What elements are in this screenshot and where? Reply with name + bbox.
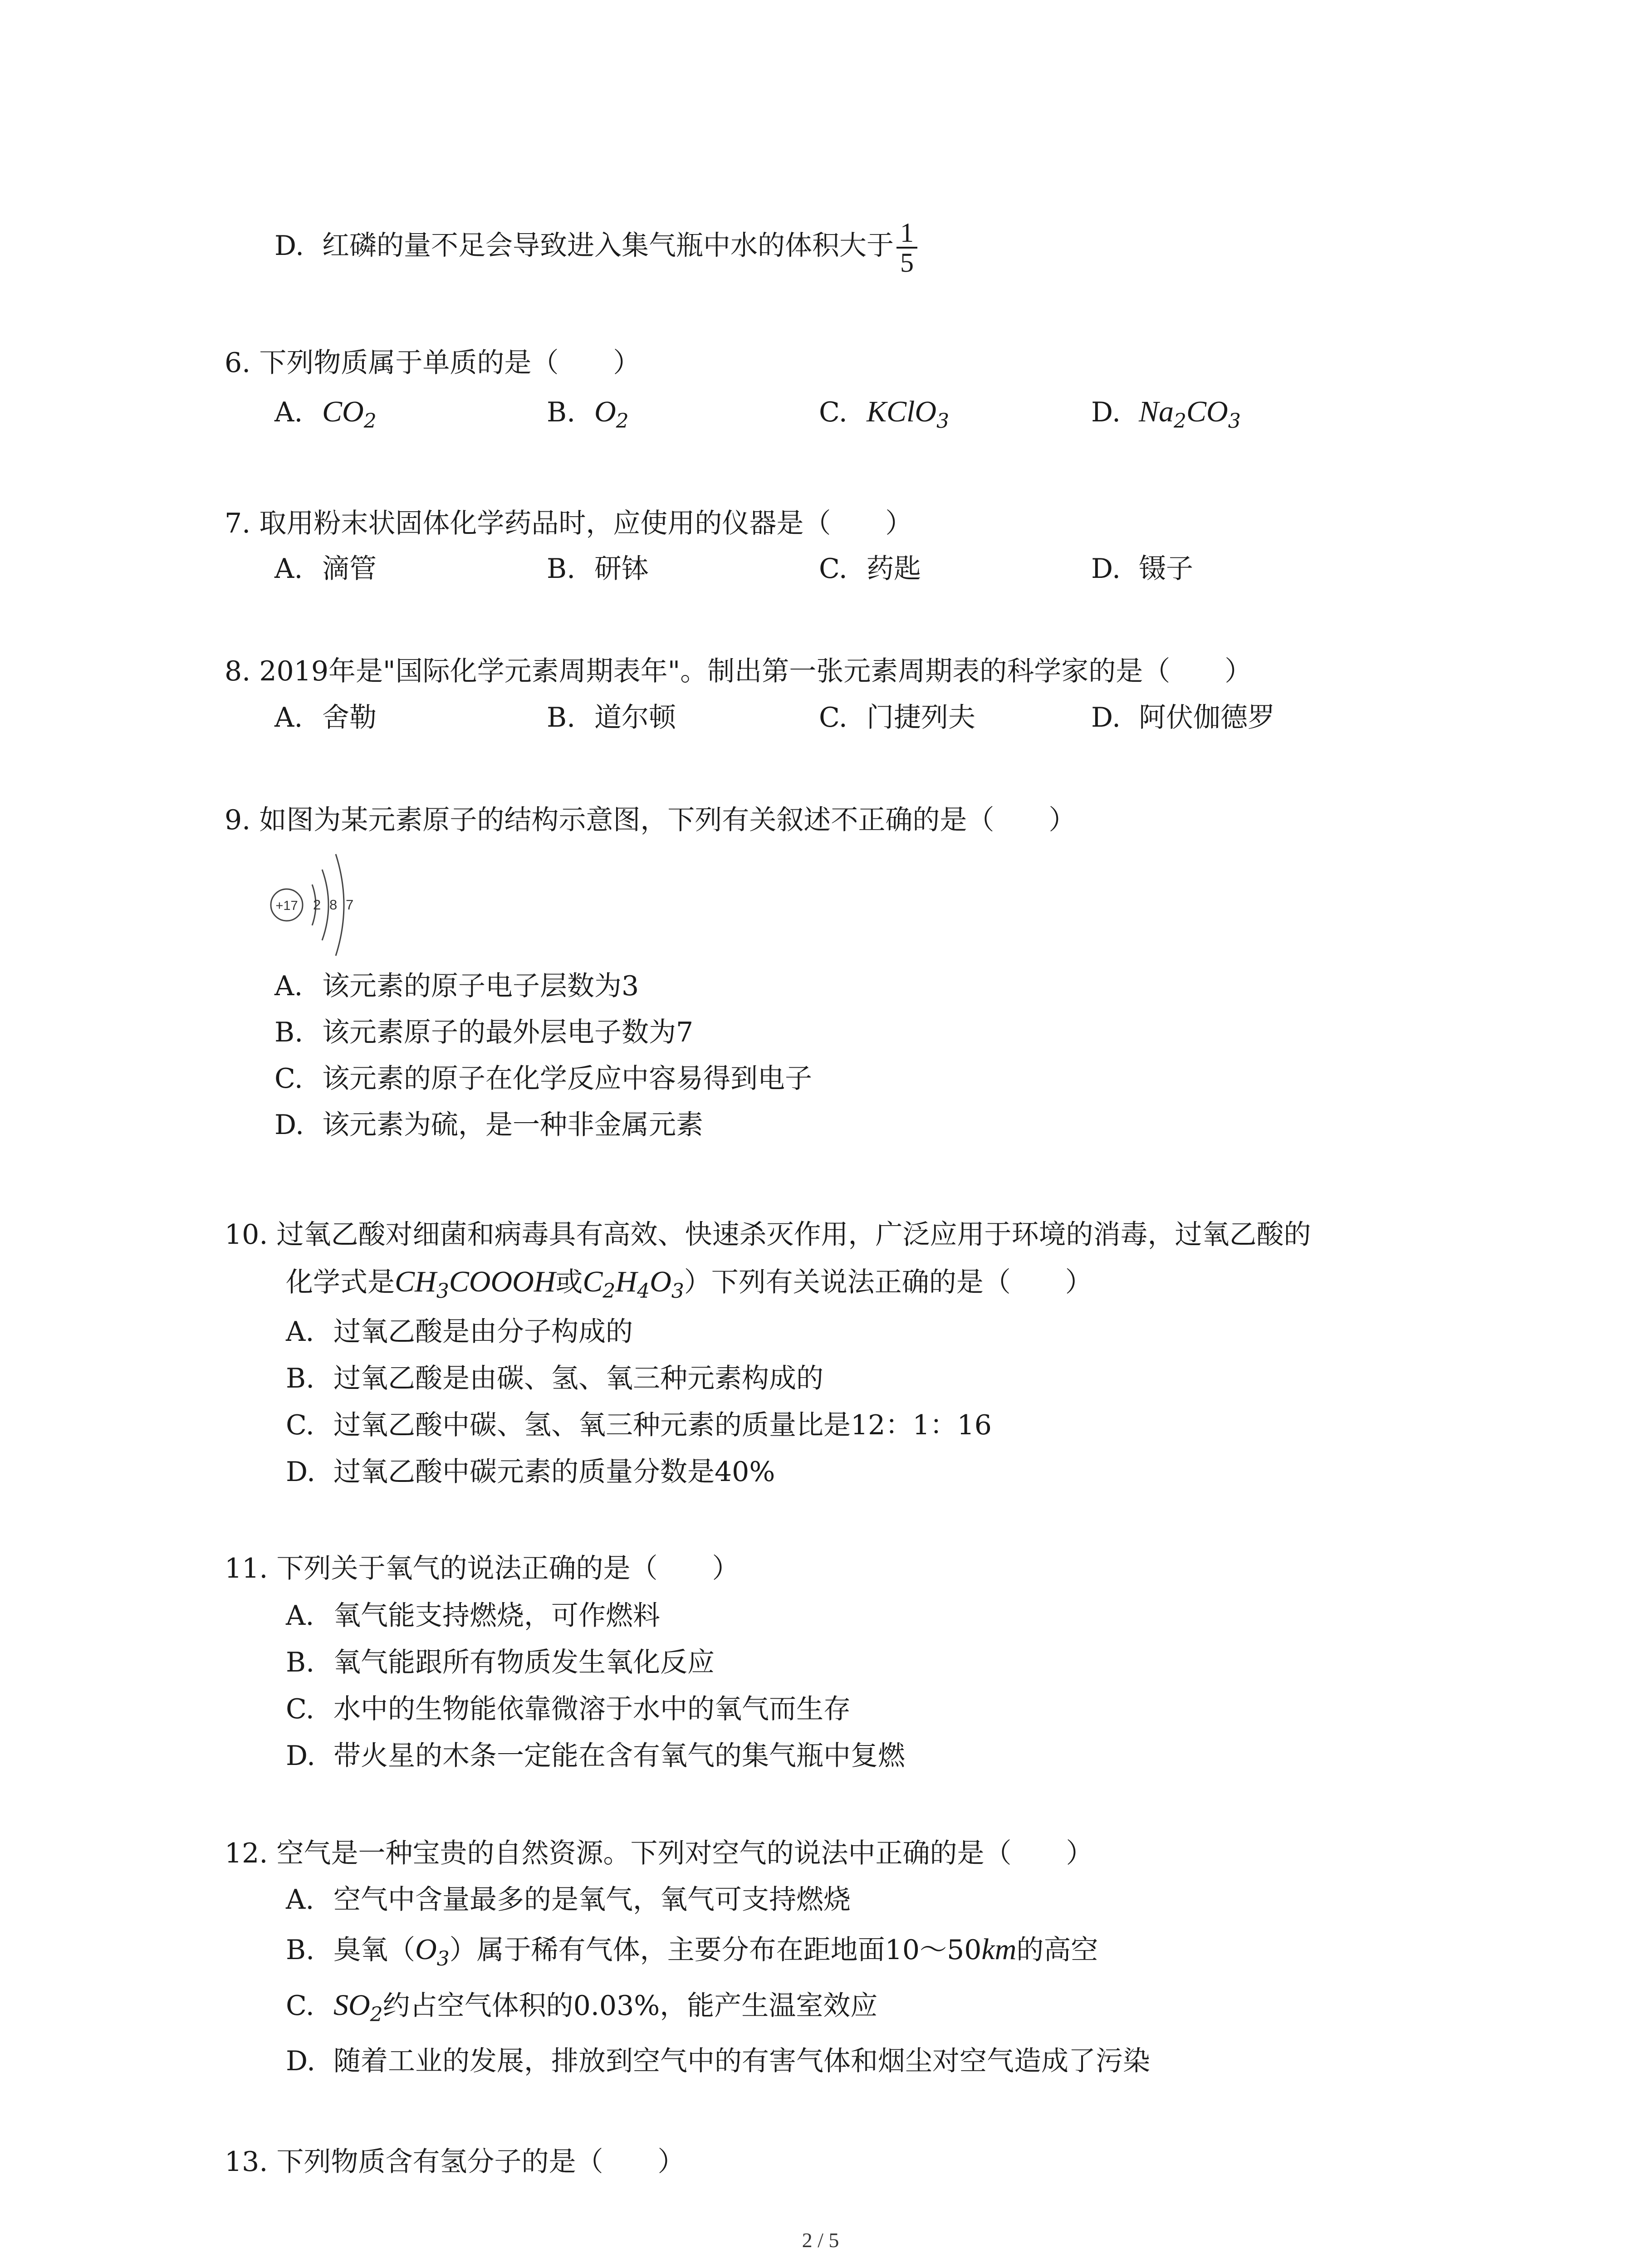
q9-option-a: A. 该元素的原子电子层数为3: [274, 970, 639, 1002]
q9-option-d: D. 该元素为硫，是一种非金属元素: [274, 1109, 703, 1141]
shell-3-electrons: 7: [346, 897, 354, 913]
question-8-stem: 8. 2019年是"国际化学元素周期表年"。制出第一张元素周期表的科学家的是（ ）: [225, 655, 1252, 687]
question-6-stem: 6. 下列物质属于单质的是（ ）: [225, 347, 641, 379]
q7-option-c: C. 药匙: [819, 553, 921, 585]
q11-option-c: C. 水中的生物能依靠微溶于水中的氧气而生存: [286, 1693, 851, 1725]
q10-option-a: A. 过氧乙酸是由分子构成的: [286, 1316, 633, 1348]
q10-option-c: C. 过氧乙酸中碳、氢、氧三种元素的质量比是12：1：16: [286, 1409, 992, 1441]
nucleus-charge: +17: [275, 899, 298, 913]
shell-2-electrons: 8: [329, 897, 338, 913]
q11-option-b: B. 氧气能跟所有物质发生氧化反应: [286, 1647, 715, 1678]
question-11-stem: 11. 下列关于氧气的说法正确的是（ ）: [225, 1553, 740, 1584]
question-13-stem: 13. 下列物质含有氢分子的是（ ）: [225, 2146, 685, 2178]
q12-option-a: A. 空气中含量最多的是氧气，氧气可支持燃烧: [286, 1884, 851, 1916]
q10-option-d: D. 过氧乙酸中碳元素的质量分数是40%: [286, 1456, 775, 1488]
option-text: 红磷的量不足会导致进入集气瓶中水的体积大于: [322, 230, 894, 262]
page-number: 2 / 5: [802, 2229, 839, 2252]
q7-option-d: D. 镊子: [1091, 553, 1193, 585]
q11-option-a: A. 氧气能支持燃烧，可作燃料: [286, 1600, 660, 1632]
q12-option-d: D. 随着工业的发展，排放到空气中的有害气体和烟尘对空气造成了污染: [286, 2045, 1150, 2077]
question-6-options: [274, 396, 1499, 432]
shell-1-electrons: 2: [313, 897, 321, 913]
q8-option-c: C. 门捷列夫: [819, 702, 975, 733]
question-7-options: [274, 552, 1499, 589]
q7-option-a: A. 滴管: [274, 553, 377, 585]
q5-option-d: [274, 219, 917, 277]
question-7-stem: 7. 取用粉末状固体化学药品时，应使用的仪器是（ ）: [225, 508, 913, 539]
question-8-options: [274, 701, 1499, 738]
q12-option-b: B. 臭氧$(O_3)$属于稀有气体，主要分布在距地面10～50km的高空: [286, 1933, 1098, 1970]
option-letter: D.: [274, 230, 304, 262]
q7-option-b: B. 研钵: [547, 553, 649, 585]
q6-option-d: D. $Na_2CO_3$: [1091, 395, 1241, 433]
q11-option-d: D. 带火星的木条一定能在含有氧气的集气瓶中复燃: [286, 1740, 905, 1772]
fraction: $\frac{1}{5}$: [896, 219, 917, 277]
electron-shell-2: [322, 870, 328, 940]
q6-option-b: B. $O_2$: [547, 395, 629, 433]
q6-option-c: C. KClO$_3$: [819, 395, 950, 433]
q8-option-a: A. 舍勒: [274, 702, 377, 733]
q10-option-b: B. 过氧乙酸是由碳、氢、氧三种元素构成的: [286, 1363, 823, 1394]
question-12-stem: 12. 空气是一种宝贵的自然资源。下列对空气的说法中正确的是（ ）: [225, 1838, 1093, 1869]
q9-option-c: C. 该元素的原子在化学反应中容易得到电子: [274, 1063, 812, 1095]
atom-structure-diagram: [263, 841, 372, 973]
q12-option-c: C. $SO_2$约占空气体积的0.03%，能产生温室效应: [286, 1989, 878, 2026]
question-10-stem-line2: 化学式是$CH_3COOOH$或$C_2H_4O_3$）下列有关说法正确的是（ ）: [286, 1265, 1092, 1303]
q8-option-b: B. 道尔顿: [547, 702, 676, 733]
question-9-stem: 9. 如图为某元素原子的结构示意图，下列有关叙述不正确的是（ ）: [225, 804, 1076, 836]
question-10-stem-line1: 10. 过氧乙酸对细菌和病毒具有高效、快速杀灭作用，广泛应用于环境的消毒，过氧乙酸的: [225, 1219, 1311, 1251]
q8-option-d: D. 阿伏伽德罗: [1091, 702, 1275, 733]
q9-option-b: B. 该元素原子的最外层电子数为7: [274, 1017, 694, 1048]
q6-option-a: A. $CO_2$: [274, 395, 377, 433]
